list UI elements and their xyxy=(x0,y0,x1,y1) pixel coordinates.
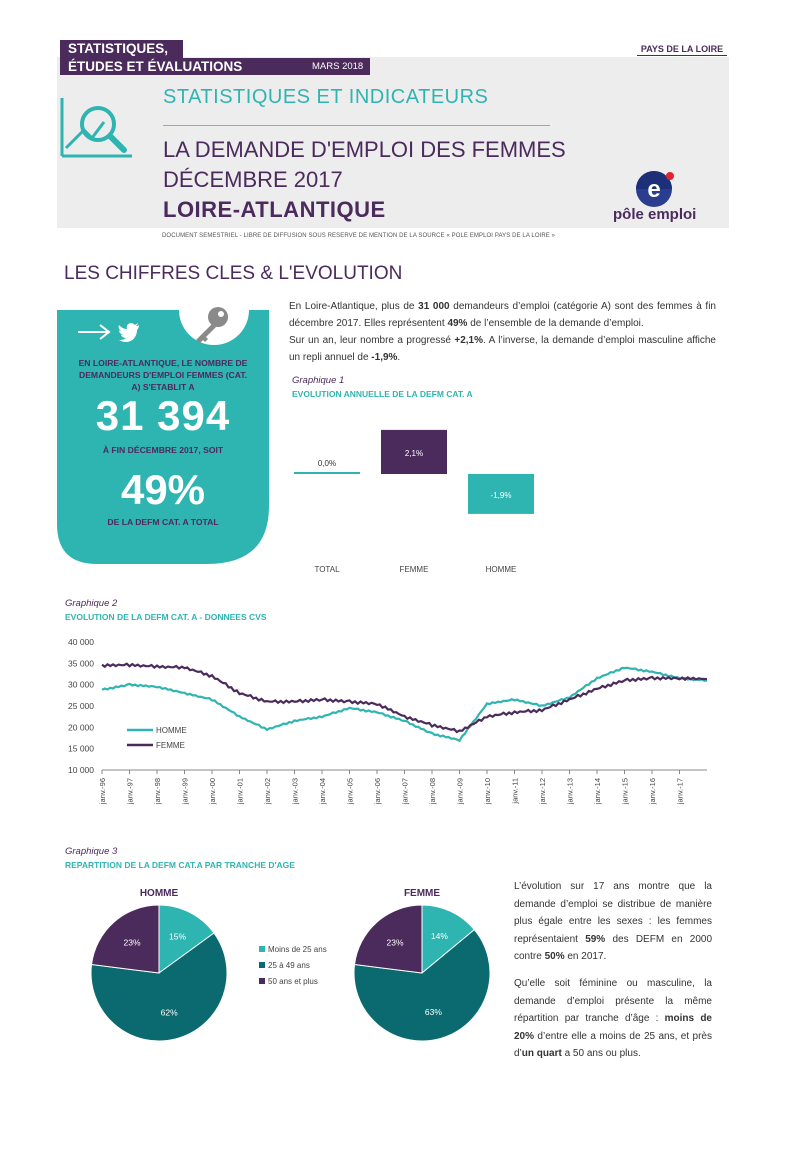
graph2-x-tick-label: janv.-15 xyxy=(620,778,630,805)
graph2-legend-label: FEMME xyxy=(156,741,185,750)
graph2-x-tick-label: janv.-98 xyxy=(153,778,162,805)
pole-emploi-logo-icon xyxy=(628,170,680,208)
intro-paragraph-2: Sur un an, leur nombre a progressé +2,1%. A l’inverse, la demande d’emploi masculine affiche un repli annuel de -1,9%. xyxy=(289,335,716,363)
graph2-x-tick-label: janv.-13 xyxy=(565,778,575,805)
graph2-x-tick-label: janv.-06 xyxy=(373,778,382,805)
graph2-y-tick-label: 35 000 xyxy=(68,658,94,669)
graph2-x-tick-label: janv.-17 xyxy=(675,778,685,805)
stats-indicators-title: STATISTIQUES ET INDICATEURS xyxy=(163,86,489,108)
conclusion-paragraph-2: Qu’elle soit féminine ou masculine, la demande d’emploi présente la même répartition par tranche d’âge : moins de 20% d’entre elle a moins de 25 ans, et près d’un quart a 50 ans ou plus. xyxy=(514,977,712,1060)
key-icon xyxy=(190,304,232,344)
series-title-line1: STATISTIQUES, xyxy=(68,41,169,56)
graph2-x-tick-label: janv.-08 xyxy=(428,778,437,805)
graph3-title: REPARTITION DE LA DEFM CAT.A PAR TRANCHE D'AGE xyxy=(65,860,295,870)
twitter-icon xyxy=(118,322,140,342)
publication-date: MARS 2018 xyxy=(312,61,364,72)
graph2-series-homme xyxy=(102,668,707,741)
key-figure-share-text: DE LA DEFM CAT. A TOTAL xyxy=(107,517,219,527)
graph3-legend-swatch xyxy=(259,962,265,968)
title-divider xyxy=(163,125,550,126)
graph1-value-label: 0,0% xyxy=(317,459,337,468)
conclusion-text xyxy=(514,878,712,1072)
graph3-slice-label: 23% xyxy=(123,937,141,948)
source-disclaimer: DOCUMENT SEMESTRIEL - LIBRE DE DIFFUSION SOUS RESERVE DE MENTION DE LA SOURCE « POLE EMPLOI PAYS DE LA LOIRE » xyxy=(162,233,556,239)
graph1-label: Graphique 1 xyxy=(292,375,345,386)
graph1-title: EVOLUTION ANNUELLE DE LA DEFM CAT. A xyxy=(292,389,473,399)
graph2-line-chart xyxy=(55,630,720,842)
graph2-x-tick-label: janv.-14 xyxy=(593,778,602,805)
svg-text:e: e xyxy=(647,176,661,203)
graph3-legend-label: 25 à 49 ans xyxy=(268,961,310,970)
key-figure-date-text: À FIN DÉCEMBRE 2017, SOIT xyxy=(102,445,224,455)
graph3-slice-label: 63% xyxy=(424,1007,442,1018)
magnifier-chart-icon xyxy=(60,98,132,160)
graph3-legend-label: 50 ans et plus xyxy=(268,977,318,986)
graph2-y-tick-label: 15 000 xyxy=(68,743,94,754)
page-subtitle-date: DÉCEMBRE 2017 xyxy=(163,167,343,192)
graph3-pie-charts xyxy=(60,878,510,1058)
graph3-slice-label: 23% xyxy=(386,937,404,948)
graph1-value-label: -1,9% xyxy=(490,490,512,500)
graph2-y-tick-label: 10 000 xyxy=(68,765,94,775)
graph2-x-tick-label: janv.-99 xyxy=(180,778,190,805)
conclusion-paragraph-1: L’évolution sur 17 ans montre que la demande d’emploi se distribue de manière plus égale entre les sexes : les femmes représentaient 59% des DEFM en 2000 contre 50% en 2017. xyxy=(514,881,713,963)
graph2-x-tick-label: janv.-97 xyxy=(125,778,135,805)
region-label: PAYS DE LA LOIRE xyxy=(640,44,724,54)
key-figure-number: 31 394 xyxy=(95,392,231,439)
graph3-legend-label: Moins de 25 ans xyxy=(268,945,327,954)
graph2-legend-label: HOMME xyxy=(156,726,187,735)
intro-paragraph-1: En Loire-Atlantique, plus de 31 000 demandeurs d’emploi (catégorie A) sont des femmes à fin décembre 2017. Elles représentent 49% de l’ensemble de la demande d’emploi. xyxy=(289,301,716,329)
graph1-bar-total xyxy=(294,472,360,474)
graph3-pie-title: FEMME xyxy=(403,888,441,899)
page-title: LA DEMANDE D'EMPLOI DES FEMMES xyxy=(163,137,566,162)
graph2-x-tick-label: janv.-01 xyxy=(235,778,245,805)
graph2-label: Graphique 2 xyxy=(65,598,118,609)
graph2-y-tick-label: 20 000 xyxy=(68,722,94,733)
arrow-right-icon xyxy=(76,320,114,344)
graph3-legend-swatch xyxy=(259,946,265,952)
graph2-x-tick-label: janv.-04 xyxy=(318,778,327,805)
graph2-y-tick-label: 30 000 xyxy=(68,679,94,690)
graph2-x-tick-label: janv.-02 xyxy=(263,778,272,805)
graph1-value-label: 2,1% xyxy=(404,448,424,458)
graph2-y-tick-label: 40 000 xyxy=(68,637,94,647)
graph2-y-tick-label: 25 000 xyxy=(68,701,94,711)
key-figure-intro: EN LOIRE-ATLANTIQUE, LE NOMBRE DE DEMANDEURS D'EMPLOI FEMMES (CAT. A) S'ETABLIT A xyxy=(78,358,248,392)
graph3-slice-label: 14% xyxy=(430,931,448,942)
graph2-x-tick-label: janv.-00 xyxy=(208,778,217,805)
graph2-x-tick-label: janv.-03 xyxy=(290,778,300,805)
graph1-bar-chart xyxy=(285,420,575,585)
section-title: LES CHIFFRES CLES & L'EVOLUTION xyxy=(64,263,403,284)
graph1-category-label: FEMME xyxy=(399,565,429,574)
graph3-pie-title: HOMME xyxy=(139,888,179,899)
graph2-x-tick-label: janv.-05 xyxy=(345,778,355,805)
graph1-category-label: HOMME xyxy=(485,565,517,574)
graph1-category-label: TOTAL xyxy=(314,565,340,574)
graph3-legend-swatch xyxy=(259,978,265,984)
series-title-line2: ÉTUDES ET ÉVALUATIONS xyxy=(68,59,243,74)
graph2-x-tick-label: janv.-09 xyxy=(455,778,465,805)
graph2-x-tick-label: janv.-11 xyxy=(510,778,520,804)
graph2-x-tick-label: janv.-10 xyxy=(483,778,492,805)
graph2-title: EVOLUTION DE LA DEFM CAT. A - DONNEES CVS xyxy=(65,612,267,622)
graph2-x-tick-label: janv.-12 xyxy=(538,778,547,805)
graph3-label: Graphique 3 xyxy=(65,846,118,857)
graph2-x-tick-label: janv.-96 xyxy=(98,778,107,805)
graph3-slice-label: 62% xyxy=(160,1007,178,1018)
intro-text xyxy=(289,298,716,366)
graph3-slice-label: 15% xyxy=(169,931,187,942)
graph2-x-tick-label: janv.-07 xyxy=(400,778,410,805)
graph2-x-tick-label: janv.-16 xyxy=(648,778,657,805)
key-figure-percent: 49% xyxy=(120,466,206,513)
department-title: LOIRE-ATLANTIQUE xyxy=(163,197,386,222)
region-underline xyxy=(637,55,727,56)
pole-emploi-logo-text: pôle emploi xyxy=(613,206,697,223)
